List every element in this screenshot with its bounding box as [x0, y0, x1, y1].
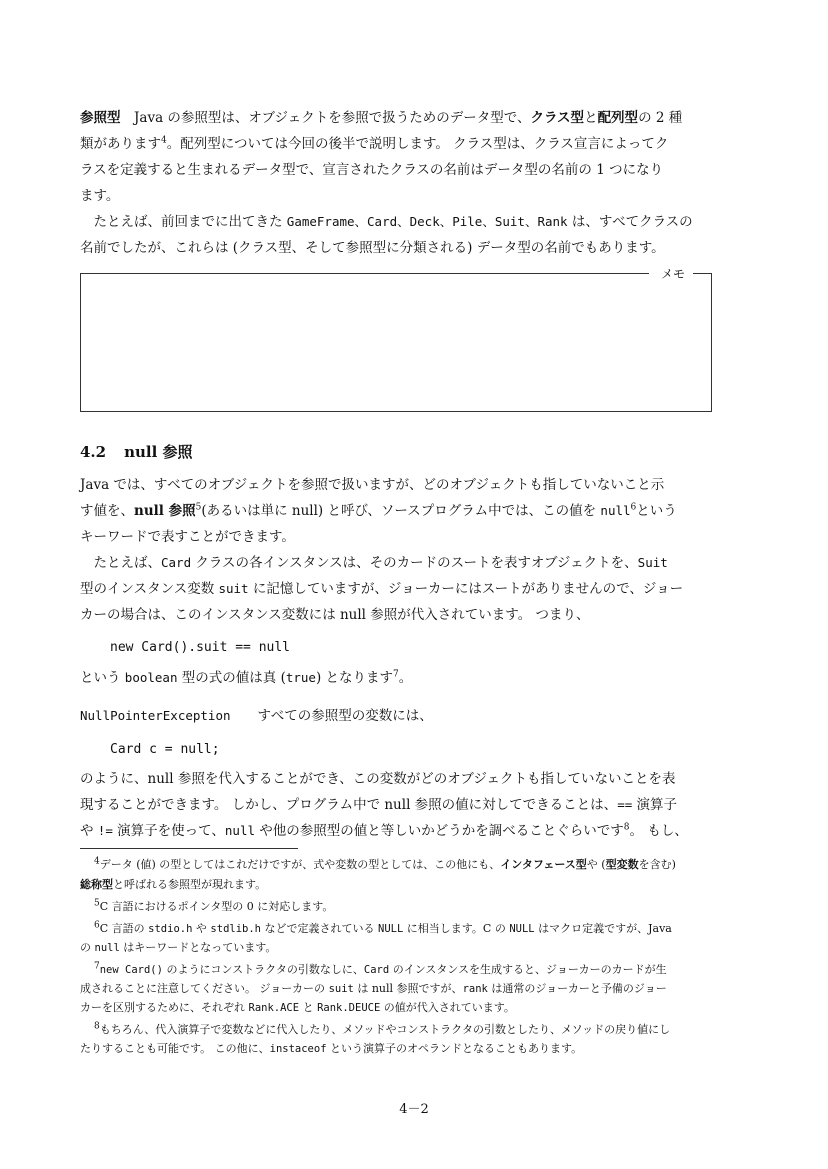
term-null-pointer-exception: NullPointerException	[80, 708, 231, 723]
footnote-7-line2: 成されることに注意してください。 ジョーカーの suit は null 参照ですが、rank は通常のジョーカーと予備のジョー	[80, 982, 667, 995]
footnote-7-line3: カーを区別するために、それぞれ Rank.ACE と Rank.DEUCE の値が代入されています。	[80, 1001, 515, 1014]
footnote-4-line2: 総称型と呼ばれる参照型が現れます。	[80, 878, 267, 891]
para3-line3: キーワードで表すことができます。	[80, 529, 295, 545]
memo-label: メモ	[657, 265, 689, 282]
para1-line4: ます。	[80, 188, 120, 204]
para2-line1: たとえば、前回までに出てきた GameFrame、Card、Deck、Pile、Suit、Rank は、すべてクラスの	[93, 214, 693, 230]
para4-line1: たとえば、Card クラスの各インスタンスは、そのカードのスートを表すオブジェクトを、Suit	[93, 555, 668, 571]
code-block-2: Card c = null;	[110, 742, 220, 757]
para7-line1: のように、null 参照を代入することができ、この変数がどのオブジェクトも指していないことを表	[80, 771, 676, 787]
memo-box	[80, 267, 712, 412]
footnote-ref-5: 5	[195, 502, 202, 513]
footnote-ref-6: 6	[630, 502, 637, 513]
para7-line3: や != 演算子を使って、null や他の参照型の値と等しいかどうかを調べることぐらいです$^8$。 もし、	[80, 822, 688, 839]
footnote-5: $^5$C 言語におけるポインタ型の 0 に対応します。	[94, 898, 334, 913]
page-number: 4－2	[399, 1102, 429, 1117]
para1-line2: 類があります$^4$。配列型については今回の後半で説明します。 クラス型は、クラス宣言によってク	[80, 135, 669, 152]
para3-line2: す値を、null 参照$^5$(あるいは単に null) と呼び、ソースプログラム中では、この値を null$^6$という	[80, 502, 677, 519]
para3-line1: Java では、すべてのオブジェクトを参照で扱いますが、どのオブジェクトも指していないこと示	[80, 477, 665, 493]
footnote-ref-4: 4	[161, 135, 167, 146]
section-heading	[80, 441, 193, 462]
term-reference-type: 参照型	[80, 110, 121, 126]
footnote-ref-7: 7	[393, 669, 399, 680]
footnote-6-line1: $^6$C 言語の stdio.h や stdlib.h などで定義されている NULL に相当します。C の NULL はマクロ定義ですが、Java	[94, 920, 672, 935]
memo-border-top-right	[693, 273, 711, 274]
para4-line3: カーの場合は、このインスタンス変数には null 参照が代入されています。 つまり、	[80, 607, 590, 623]
footnote-6-line2: の null はキーワードとなっています。	[80, 941, 277, 954]
section-title: null 参照	[124, 443, 193, 461]
para2-line2: 名前でしたが、これらは (クラス型、そして参照型に分類される) データ型の名前でもあります。	[80, 240, 665, 256]
footnote-8-line1: $^8$もちろん、代入演算子で変数などに代入したり、メソッドやコンストラクタの引数としたり、メソッドの戻り値にし	[94, 1021, 671, 1036]
para1-line1: 参照型 Java の参照型は、オブジェクトを参照で扱うためのデータ型で、クラス型と配列型の 2 種	[80, 110, 683, 126]
para1-line3: ラスを定義すると生まれるデータ型で、宣言されたクラスの名前はデータ型の名前の 1 つになり	[80, 162, 664, 178]
class-list-code: GameFrame、Card、Deck、Pile、Suit、Rank	[286, 214, 568, 229]
para7-line2: 現することができます。 しかし、プログラム中で null 参照の値に対してできることは、== 演算子	[80, 797, 678, 813]
footnote-7-line1: $^7$new Card() のようにコンストラクタの引数なしに、Card のインスタンスを生成すると、ジョーカーのカードが生	[94, 961, 667, 976]
section-number: 4.2	[80, 443, 107, 461]
para5: という boolean 型の式の値は真 (true) となります$^7$。	[80, 669, 413, 686]
footnote-ref-8: 8	[623, 822, 630, 833]
footnote-4-line1: $^4$データ (値) の型としてはこれだけですが、式や変数の型としては、この他にも、インタフェース型や (型変数を含む)	[94, 856, 676, 871]
footnote-rule	[80, 848, 298, 849]
para6: NullPointerException すべての参照型の変数には、	[80, 708, 433, 724]
memo-border-top-left	[81, 273, 649, 274]
code-block-1: new Card().suit == null	[110, 640, 291, 655]
para4-line2: 型のインスタンス変数 suit に記憶していますが、ジョーカーにはスートがありませんので、ジョー	[80, 581, 684, 597]
footnote-8-line2: たりすることも可能です。 この他に、instaceof という演算子のオペランドとなることもあります。	[80, 1042, 583, 1055]
